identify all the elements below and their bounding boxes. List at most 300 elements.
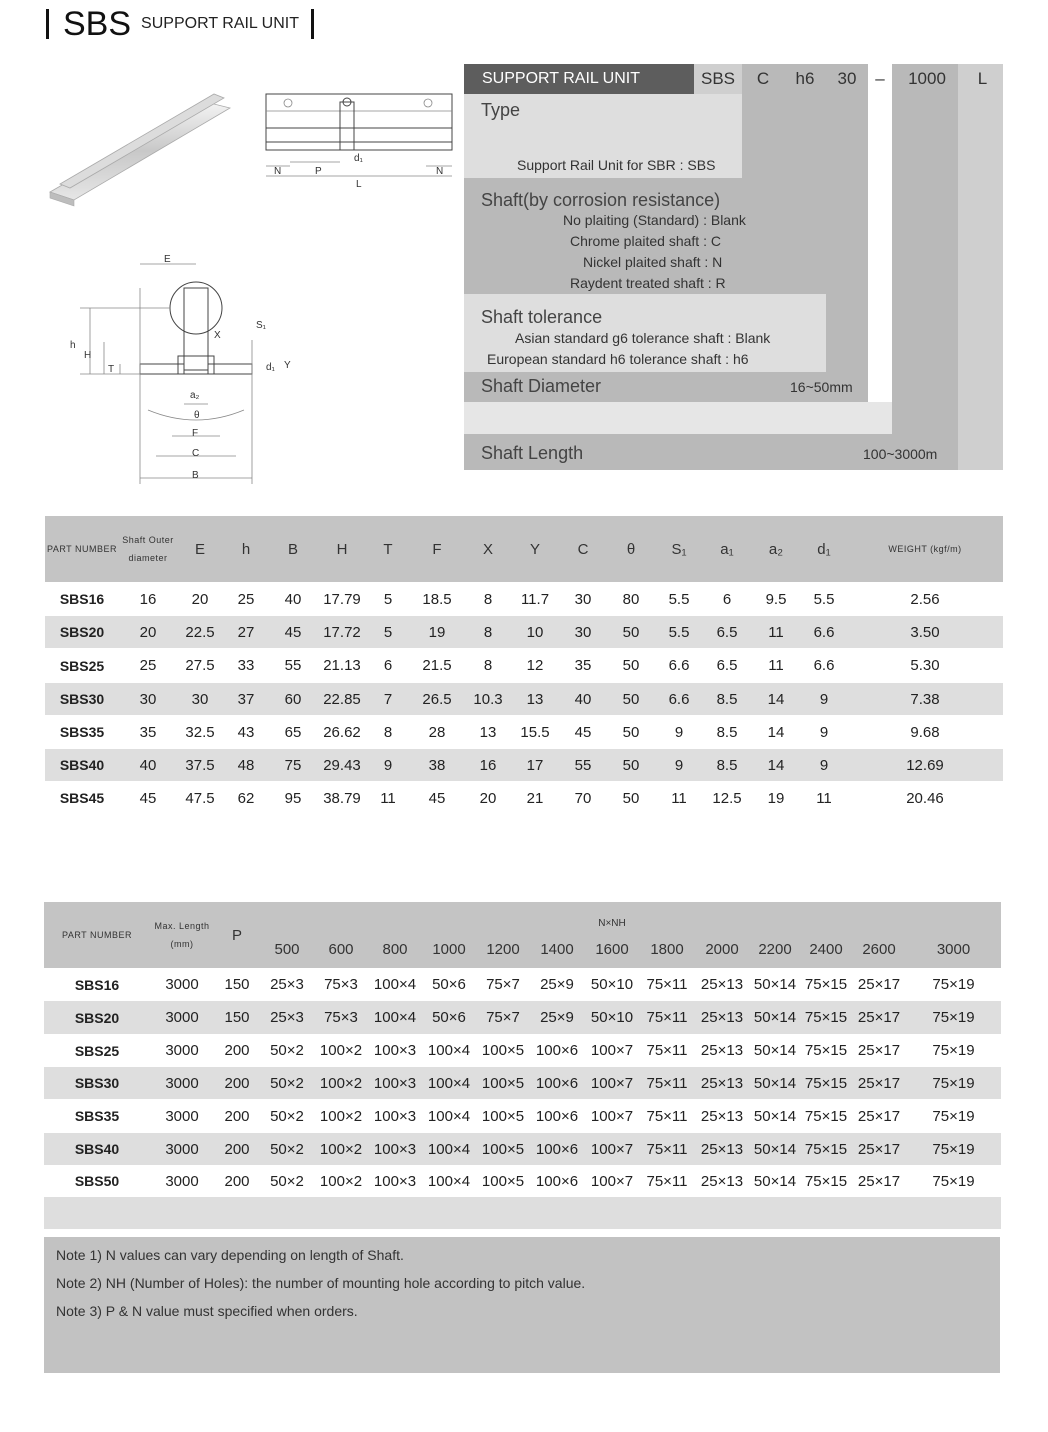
- table-cell: 25×9: [530, 1001, 584, 1034]
- table-cell: 20: [119, 616, 177, 648]
- table-cell: 50×10: [584, 1001, 640, 1034]
- shaft-line-1: No plaiting (Standard) : Blank: [563, 212, 746, 228]
- sec-label-f: F: [192, 428, 199, 439]
- sec-label-d1: d₁: [266, 362, 275, 373]
- col-2600: 2600: [852, 902, 906, 968]
- side-label-n-left: N: [274, 166, 282, 177]
- table-cell: 25×17: [852, 1001, 906, 1034]
- table-cell: 26.62: [323, 723, 361, 741]
- table-cell: 75×19: [932, 1042, 975, 1059]
- table-cell: 25×3: [260, 1001, 314, 1034]
- col-a1: a₁: [703, 516, 751, 582]
- table-cell: 5: [383, 590, 393, 608]
- table-cell: 55: [559, 749, 607, 781]
- table-cell: 3000: [165, 1172, 199, 1190]
- table-cell: 40: [559, 683, 607, 715]
- table-row: [44, 1001, 1001, 1034]
- page-subtitle: SUPPORT RAIL UNIT: [141, 15, 300, 32]
- table-cell: 38: [409, 749, 465, 781]
- table-cell: 22.5: [177, 616, 223, 648]
- part-number-cell: SBS16: [59, 591, 105, 607]
- table-cell: 100×6: [535, 1042, 579, 1059]
- table-cell: 100×4: [368, 1001, 422, 1034]
- col-part-number: PART NUMBER: [45, 516, 119, 582]
- table-cell: 100×7: [584, 1067, 640, 1099]
- dimension-table-header: [45, 516, 1003, 582]
- table-cell: 50: [607, 616, 655, 648]
- sec-label-h: h: [70, 340, 76, 351]
- table-cell: 43: [237, 723, 255, 741]
- table-cell: 75×19: [906, 1067, 1001, 1099]
- table-cell: 25: [139, 657, 157, 674]
- sec-label-theta: θ: [194, 410, 200, 421]
- table-cell: 100×4: [422, 1133, 476, 1165]
- table-cell: 25×17: [852, 1133, 906, 1165]
- table-cell: 100×6: [535, 1107, 579, 1125]
- table-cell: 45: [269, 616, 317, 648]
- table-cell: 48: [223, 749, 269, 781]
- sec-label-e: E: [164, 254, 171, 265]
- table-cell: 50×10: [590, 976, 634, 993]
- table-cell: 100×3: [368, 1133, 422, 1165]
- table-cell: 75: [269, 749, 317, 781]
- code-sbs: SBS: [700, 69, 736, 88]
- tolerance-title: Shaft tolerance: [481, 307, 603, 327]
- table-cell: 50×14: [753, 1042, 797, 1059]
- header-bar-left: [46, 9, 49, 39]
- table-cell: 8.5: [703, 749, 751, 781]
- table-cell: 100×5: [481, 1042, 525, 1059]
- table-cell: 25×3: [270, 976, 304, 993]
- header-bar-right: [311, 9, 314, 39]
- table-cell: 12: [526, 657, 544, 674]
- table-cell: 26.5: [409, 683, 465, 715]
- col-1200: 1200: [476, 902, 530, 968]
- table-cell: 3000: [150, 1067, 214, 1099]
- table-cell: 35: [574, 657, 592, 674]
- side-label-p: P: [315, 166, 322, 177]
- table-cell: 25×13: [700, 1042, 744, 1059]
- table-row: [45, 781, 1003, 815]
- table-cell: 25×17: [857, 976, 901, 993]
- table-cell: 100×2: [314, 1067, 368, 1099]
- part-number-cell: SBS20: [44, 1001, 150, 1034]
- table-cell: 11.7: [520, 590, 550, 608]
- table-cell: 75×19: [906, 1001, 1001, 1034]
- table-cell: 75×3: [324, 976, 358, 993]
- length-value: 100~3000m: [863, 446, 938, 462]
- table-cell: 50×2: [260, 1133, 314, 1165]
- table-cell: 9: [367, 749, 409, 781]
- part-number-cell: SBS35: [74, 1108, 120, 1124]
- table-cell: 75×19: [932, 976, 975, 993]
- table-cell: 10: [511, 616, 559, 648]
- table-row: [44, 1067, 1001, 1099]
- table-cell: 100×6: [535, 1172, 579, 1190]
- table-cell: 16: [465, 749, 511, 781]
- table-cell: 5.5: [668, 590, 690, 608]
- page-header: [46, 4, 314, 44]
- table-cell: 50×14: [750, 1001, 800, 1034]
- table-cell: 9: [674, 723, 684, 741]
- table-cell: 25×13: [700, 1107, 744, 1125]
- table-cell: 29.43: [317, 749, 367, 781]
- table-cell: 50: [622, 723, 640, 741]
- code-h6: h6: [795, 69, 815, 88]
- shaft-line-2: Chrome plaited shaft : C: [570, 233, 721, 249]
- col-1400: 1400: [530, 902, 584, 968]
- table-cell: 12.5: [712, 789, 742, 807]
- table-cell: 8.5: [703, 683, 751, 715]
- table-cell: 8: [483, 590, 493, 608]
- page-title: SBS: [63, 4, 132, 43]
- col-800: 800: [368, 902, 422, 968]
- table-cell: 21.13: [323, 657, 361, 674]
- table-cell: 100×3: [373, 1107, 417, 1125]
- table-cell: 12.69: [847, 749, 1003, 781]
- shaft-title: Shaft(by corrosion resistance): [481, 190, 721, 210]
- table-cell: 75×15: [804, 976, 848, 993]
- col-c: C: [559, 516, 607, 582]
- table-cell: 20: [479, 789, 497, 807]
- table-cell: 80: [622, 590, 640, 608]
- side-label-l: L: [356, 179, 362, 190]
- part-number-cell: SBS20: [45, 616, 119, 648]
- part-number-cell: SBS30: [45, 683, 119, 715]
- table-cell: 50×6: [432, 976, 466, 993]
- table-cell: 13: [511, 683, 559, 715]
- table-cell: 20: [191, 590, 209, 608]
- table-cell: 30: [119, 683, 177, 715]
- table-cell: 60: [269, 683, 317, 715]
- table-cell: 25×9: [540, 976, 574, 993]
- table-cell: 100×5: [481, 1172, 525, 1190]
- table-cell: 9: [819, 723, 829, 741]
- table-cell: 75×3: [314, 1001, 368, 1034]
- table-cell: 75×19: [932, 1172, 975, 1190]
- gap-section: [464, 402, 892, 434]
- table-cell: 5.5: [655, 616, 703, 648]
- note-3: Note 3) P & N value must specified when orders.: [56, 1303, 358, 1319]
- shaft-line-4: Raydent treated shaft : R: [570, 275, 726, 291]
- table-cell: 7.38: [847, 683, 1003, 715]
- table-cell: 6.6: [668, 657, 690, 674]
- table-cell: 100×6: [530, 1133, 584, 1165]
- col-2200: 2200: [750, 902, 800, 968]
- side-label-n-right: N: [436, 166, 444, 177]
- table-cell: 47.5: [185, 789, 215, 807]
- table-cell: 25×17: [857, 1107, 901, 1125]
- part-number-cell: SBS16: [74, 976, 120, 993]
- table-cell: 16: [139, 590, 157, 608]
- table-cell: 50×14: [753, 976, 797, 993]
- table-row: [45, 616, 1003, 648]
- table-cell: 75×15: [804, 1172, 848, 1190]
- table-cell: 25×13: [694, 1067, 750, 1099]
- table-cell: 95: [284, 789, 302, 807]
- table-cell: 30: [177, 683, 223, 715]
- table-cell: 100×2: [319, 1172, 363, 1190]
- col-f: F: [409, 516, 465, 582]
- table-cell: 75×11: [646, 976, 688, 993]
- table-cell: 100×5: [476, 1067, 530, 1099]
- col-hh: H: [317, 516, 367, 582]
- table-cell: 100×5: [481, 1107, 525, 1125]
- table-cell: 100×2: [319, 1107, 363, 1125]
- col-2400: 2400: [800, 902, 852, 968]
- sec-label-c: C: [192, 448, 200, 459]
- col-a2: a₂: [751, 516, 801, 582]
- col-h: h: [223, 516, 269, 582]
- table-cell: 50: [622, 789, 640, 807]
- table-cell: 100×5: [476, 1133, 530, 1165]
- table-cell: 5.30: [910, 657, 940, 674]
- table-cell: 9: [801, 749, 847, 781]
- col-b: B: [269, 516, 317, 582]
- table-cell: 200: [214, 1133, 260, 1165]
- table-cell: 75×15: [804, 1107, 848, 1125]
- part-number-cell: SBS30: [44, 1067, 150, 1099]
- table-cell: 11: [768, 657, 784, 674]
- col-1600: [584, 902, 640, 968]
- table-cell: 75×15: [804, 1042, 848, 1059]
- tolerance-line-2: European standard h6 tolerance shaft : h6: [487, 351, 749, 367]
- table-cell: 14: [767, 723, 785, 741]
- table-cell: 3000: [165, 1107, 199, 1125]
- table-cell: 50×14: [753, 1107, 797, 1125]
- length-table-footer-band: [44, 1197, 1001, 1229]
- nxnh-label: N×NH: [598, 918, 626, 929]
- code-1000: 1000: [908, 69, 946, 88]
- table-cell: 9.5: [765, 590, 787, 608]
- table-cell: 3000: [165, 1042, 199, 1059]
- table-cell: 8: [483, 657, 493, 674]
- table-cell: 100×4: [427, 1107, 471, 1125]
- code-l: L: [977, 69, 988, 88]
- col-max-length: Max. Length (mm): [150, 902, 214, 968]
- col-part-number: PART NUMBER: [44, 902, 150, 968]
- table-cell: 18.5: [422, 590, 452, 608]
- table-cell: 28: [428, 723, 446, 741]
- table-cell: 75×7: [476, 1001, 530, 1034]
- table-row: [44, 968, 1001, 1001]
- table-cell: 100×4: [427, 1042, 471, 1059]
- table-cell: 25: [237, 590, 255, 608]
- table-cell: 25×13: [700, 976, 744, 993]
- part-number-cell: SBS25: [59, 657, 105, 674]
- table-cell: 200: [224, 1172, 250, 1190]
- table-cell: 37: [223, 683, 269, 715]
- table-cell: 50×2: [270, 1172, 304, 1190]
- table-cell: 22.85: [317, 683, 367, 715]
- table-cell: 11: [816, 789, 832, 807]
- code-c: C: [756, 69, 770, 88]
- code-col-h6-band: [784, 64, 826, 294]
- table-cell: 30: [559, 616, 607, 648]
- table-cell: 50×2: [270, 1042, 304, 1059]
- table-cell: 6.5: [716, 657, 738, 674]
- table-cell: 11: [380, 789, 396, 807]
- sec-label-hh: H: [84, 350, 92, 361]
- col-500: 500: [260, 902, 314, 968]
- length-table-header: [44, 902, 1001, 968]
- table-cell: 200: [214, 1067, 260, 1099]
- col-600: 600: [314, 902, 368, 968]
- table-cell: 25×17: [857, 1172, 901, 1190]
- table-cell: 40: [284, 590, 302, 608]
- code-col-30-band: [826, 64, 868, 402]
- diameter-value: 16~50mm: [790, 379, 853, 395]
- sec-label-b: B: [192, 470, 199, 481]
- table-cell: 75×7: [486, 976, 520, 993]
- col-1800: 1800: [640, 902, 694, 968]
- table-row: [44, 1099, 1001, 1133]
- type-title: Type: [481, 100, 521, 120]
- table-cell: 45: [428, 789, 446, 807]
- table-cell: 50×2: [260, 1067, 314, 1099]
- code-dash: –: [875, 69, 885, 88]
- side-view-drawing: [260, 88, 460, 193]
- diameter-title: Shaft Diameter: [481, 376, 602, 396]
- table-cell: 75×19: [906, 1133, 1001, 1165]
- part-number-cell: SBS40: [45, 749, 119, 781]
- table-cell: 50×2: [270, 1107, 304, 1125]
- table-cell: 100×7: [590, 1042, 634, 1059]
- table-cell: 6: [383, 657, 393, 674]
- table-cell: 9: [655, 749, 703, 781]
- table-cell: 30: [574, 590, 592, 608]
- table-cell: 3000: [165, 976, 199, 993]
- table-cell: 27: [223, 616, 269, 648]
- table-row: [45, 648, 1003, 683]
- table-cell: 75×15: [800, 1001, 852, 1034]
- table-cell: 6.5: [703, 616, 751, 648]
- table-cell: 100×7: [590, 1172, 634, 1190]
- side-label-d1: d₁: [354, 153, 363, 164]
- table-row: [44, 1133, 1001, 1165]
- table-cell: 35: [139, 723, 157, 741]
- col-t: T: [367, 516, 409, 582]
- col-1600-label: 1600: [595, 941, 629, 958]
- col-e: E: [177, 516, 223, 582]
- table-cell: 70: [574, 789, 592, 807]
- table-cell: 19: [767, 789, 785, 807]
- table-cell: 50: [607, 749, 655, 781]
- table-cell: 3000: [150, 1001, 214, 1034]
- table-cell: 100×4: [427, 1172, 471, 1190]
- sec-label-a2: a₂: [190, 390, 200, 401]
- table-cell: 45: [139, 789, 157, 807]
- table-cell: 50×14: [750, 1133, 800, 1165]
- table-cell: 100×6: [530, 1067, 584, 1099]
- table-cell: 45: [574, 723, 592, 741]
- table-cell: 100×4: [422, 1067, 476, 1099]
- table-cell: 75×19: [932, 1107, 975, 1125]
- part-number-cell: SBS40: [44, 1133, 150, 1165]
- table-cell: 5: [367, 616, 409, 648]
- col-x: X: [465, 516, 511, 582]
- table-cell: 6.6: [655, 683, 703, 715]
- table-cell: 11: [751, 616, 801, 648]
- length-title: Shaft Length: [481, 443, 584, 463]
- part-number-cell: SBS45: [59, 790, 105, 806]
- table-cell: 40: [119, 749, 177, 781]
- table-cell: 8.5: [716, 723, 738, 741]
- table-cell: 6.6: [813, 657, 835, 674]
- table-cell: 13: [479, 723, 497, 741]
- note-2: Note 2) NH (Number of Holes): the number of mounting hole according to pitch value.: [56, 1275, 586, 1291]
- col-1000: 1000: [422, 902, 476, 968]
- table-cell: 100×2: [319, 1042, 363, 1059]
- table-cell: 200: [224, 1042, 250, 1059]
- sec-label-t: T: [108, 364, 115, 375]
- table-row: [45, 582, 1003, 616]
- table-cell: 11: [671, 789, 687, 807]
- col-s1: S₁: [655, 516, 703, 582]
- table-cell: 75×15: [800, 1067, 852, 1099]
- table-cell: 6: [722, 590, 732, 608]
- shaft-line-3: Nickel plaited shaft : N: [583, 254, 723, 270]
- part-number-cell: SBS25: [74, 1042, 120, 1059]
- table-cell: 25×17: [857, 1042, 901, 1059]
- sec-label-y: Y: [284, 360, 291, 371]
- table-cell: 20.46: [906, 789, 944, 807]
- dimension-table: [45, 516, 1003, 815]
- table-cell: 8: [465, 616, 511, 648]
- col-y: Y: [511, 516, 559, 582]
- table-cell: 55: [284, 657, 302, 674]
- table-cell: 50×6: [422, 1001, 476, 1034]
- table-cell: 25×13: [694, 1001, 750, 1034]
- table-cell: 65: [284, 723, 302, 741]
- table-cell: 25×17: [852, 1067, 906, 1099]
- code-header-label: SUPPORT RAIL UNIT: [464, 64, 694, 94]
- part-number-cell: SBS50: [74, 1173, 120, 1189]
- table-cell: 200: [224, 1107, 250, 1125]
- table-cell: 100×3: [373, 1172, 417, 1190]
- table-cell: 10.3: [465, 683, 511, 715]
- table-cell: 150: [214, 1001, 260, 1034]
- table-cell: 100×4: [373, 976, 417, 993]
- code-30: 30: [837, 69, 857, 88]
- table-cell: 8: [383, 723, 393, 741]
- table-cell: 38.79: [323, 789, 361, 807]
- table-cell: 50: [607, 683, 655, 715]
- table-cell: 19: [409, 616, 465, 648]
- col-shaft-outer-diameter: Shaft Outer diameter: [119, 516, 177, 582]
- table-cell: 3000: [150, 1133, 214, 1165]
- table-row: [44, 1165, 1001, 1197]
- tolerance-line-1: Asian standard g6 tolerance shaft : Blank: [515, 330, 771, 346]
- table-cell: 5.5: [813, 590, 835, 608]
- table-cell: 75×11: [646, 1107, 688, 1125]
- table-cell: 33: [237, 657, 255, 674]
- table-cell: 75×11: [640, 1067, 694, 1099]
- col-d1: d₁: [801, 516, 847, 582]
- table-cell: 150: [224, 976, 250, 993]
- table-cell: 50×14: [753, 1172, 797, 1190]
- table-row: [45, 683, 1003, 715]
- table-row: [45, 715, 1003, 749]
- code-col-1000: [892, 64, 958, 470]
- table-cell: 75×11: [640, 1001, 694, 1034]
- table-cell: 75×15: [800, 1133, 852, 1165]
- product-image: [46, 88, 236, 213]
- table-cell: 100×3: [373, 1042, 417, 1059]
- sec-label-s1: S₁: [256, 320, 267, 331]
- table-cell: 3.50: [847, 616, 1003, 648]
- table-cell: 75×11: [646, 1042, 688, 1059]
